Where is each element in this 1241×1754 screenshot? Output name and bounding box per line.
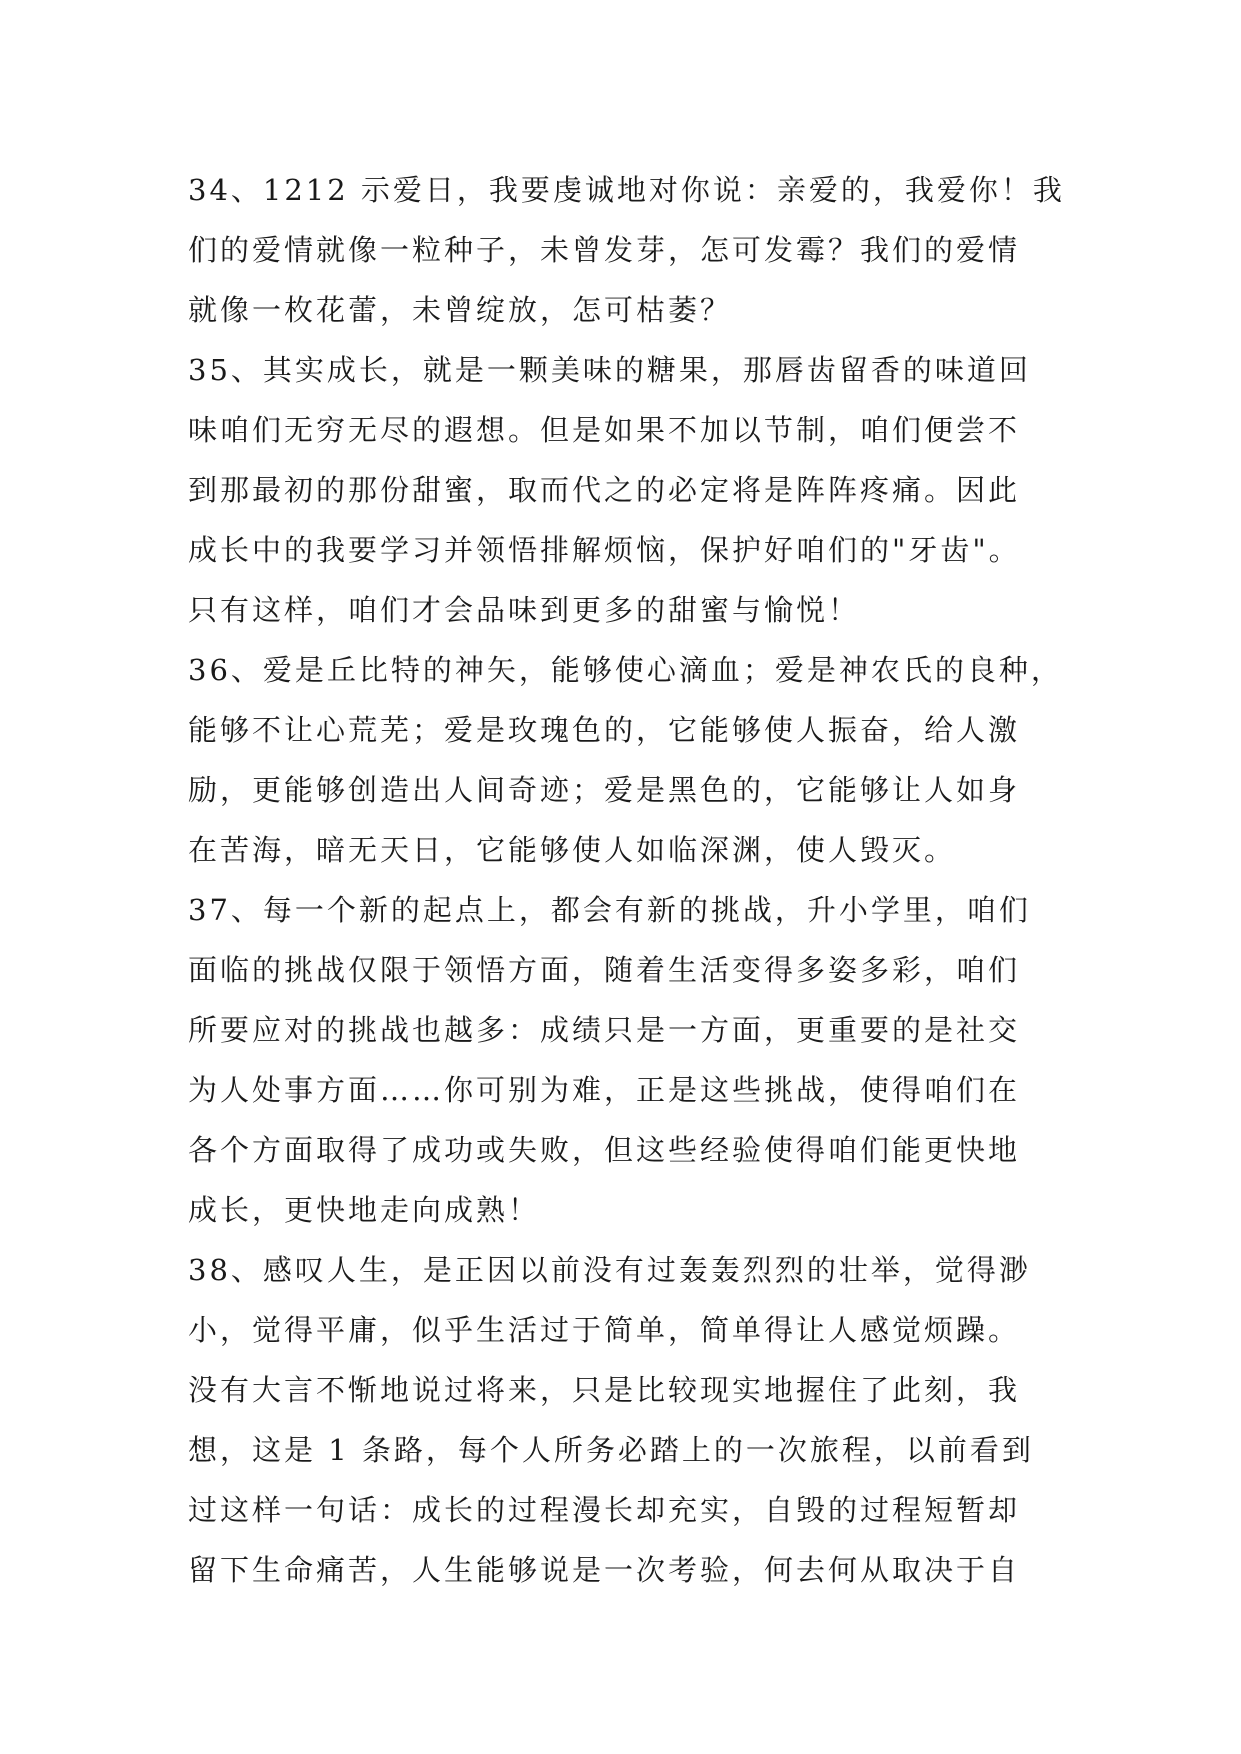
- text-line: 38、感叹人生，是正因以前没有过轰轰烈烈的壮举，觉得渺: [188, 1253, 1031, 1287]
- text-line: 就像一枚花蕾，未曾绽放，怎可枯萎？: [188, 293, 733, 327]
- text-line: 们的爱情就像一粒种子，未曾发芽，怎可发霉？我们的爱情: [188, 233, 1021, 267]
- document-body: [188, 160, 1065, 1600]
- text-line: 过这样一句话：成长的过程漫长却充实，自毁的过程短暂却: [188, 1493, 1021, 1527]
- text-line: 小，觉得平庸，似乎生活过于简单，简单得让人感觉烦躁。: [188, 1313, 1021, 1347]
- text-line: 36、爱是丘比特的神矢，能够使心滴血；爱是神农氏的良种，: [188, 653, 1063, 687]
- text-line: 没有大言不惭地说过将来，只是比较现实地握住了此刻，我: [188, 1373, 1021, 1407]
- text-line: 能够不让心荒芜；爱是玫瑰色的，它能够使人振奋，给人激: [188, 713, 1021, 747]
- text-line: 为人处事方面……你可别为难，正是这些挑战，使得咱们在: [188, 1073, 1021, 1107]
- text-line: 想，这是 1 条路，每个人所务必踏上的一次旅程，以前看到: [188, 1433, 1034, 1467]
- text-line: 35、其实成长，就是一颗美味的糖果，那唇齿留香的味道回: [188, 353, 1031, 387]
- text-line: 37、每一个新的起点上，都会有新的挑战，升小学里，咱们: [188, 893, 1031, 927]
- text-line: 留下生命痛苦，人生能够说是一次考验，何去何从取决于自: [188, 1553, 1021, 1587]
- text-line: 34、1212 示爱日，我要虔诚地对你说：亲爱的，我爱你！我: [188, 173, 1065, 207]
- text-line: 味咱们无穷无尽的遐想。但是如果不加以节制，咱们便尝不: [188, 413, 1021, 447]
- text-line: 只有这样，咱们才会品味到更多的甜蜜与愉悦！: [188, 593, 861, 627]
- text-line: 成长，更快地走向成熟！: [188, 1193, 541, 1227]
- text-line: 励，更能够创造出人间奇迹；爱是黑色的，它能够让人如身: [188, 773, 1021, 807]
- text-line: 成长中的我要学习并领悟排解烦恼，保护好咱们的"牙齿"。: [188, 533, 1021, 567]
- text-line: 各个方面取得了成功或失败，但这些经验使得咱们能更快地: [188, 1133, 1021, 1167]
- text-line: 在苦海，暗无天日，它能够使人如临深渊，使人毁灭。: [188, 833, 957, 867]
- text-line: 面临的挑战仅限于领悟方面，随着生活变得多姿多彩，咱们: [188, 953, 1021, 987]
- text-line: 所要应对的挑战也越多：成绩只是一方面，更重要的是社交: [188, 1013, 1021, 1047]
- text-line: 到那最初的那份甜蜜，取而代之的必定将是阵阵疼痛。因此: [188, 473, 1021, 507]
